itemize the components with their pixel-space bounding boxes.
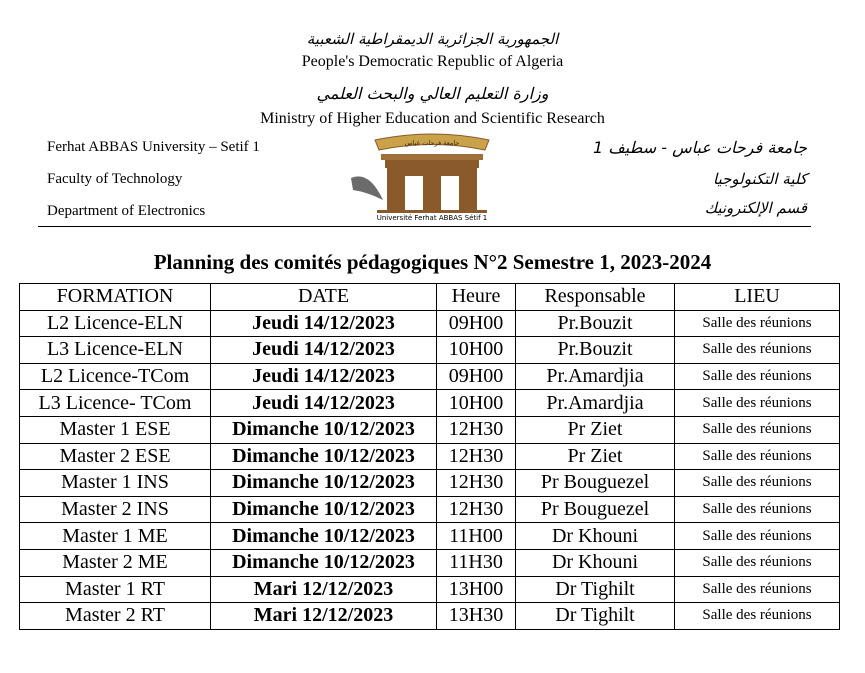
formation-cell: Master 2 INS (20, 496, 211, 523)
column-header-heure: Heure (437, 284, 516, 311)
column-header-responsable: Responsable (516, 284, 675, 311)
table-row (20, 416, 840, 443)
formation-cell: L3 Licence-ELN (20, 337, 211, 364)
table-row (20, 470, 840, 497)
heure-cell: 12H30 (437, 470, 516, 497)
responsable-cell: Pr Ziet (516, 443, 675, 470)
table-row (20, 603, 840, 630)
heure-cell: 13H30 (437, 603, 516, 630)
formation-cell: Master 1 INS (20, 470, 211, 497)
formation-cell: Master 2 RT (20, 603, 211, 630)
formation-cell: L2 Licence-ELN (20, 310, 211, 337)
date-cell: Dimanche 10/12/2023 (211, 416, 437, 443)
heure-cell: 13H00 (437, 576, 516, 603)
responsable-cell: Dr Tighilt (516, 603, 675, 630)
date-cell: Mari 12/12/2023 (211, 603, 437, 630)
lieu-cell: Salle des réunions (675, 443, 840, 470)
formation-cell: Master 1 RT (20, 576, 211, 603)
date-cell: Jeudi 14/12/2023 (211, 310, 437, 337)
responsable-cell: Pr.Amardjia (516, 390, 675, 417)
logo-caption: Université Ferhat ABBAS Sétif 1 (376, 214, 488, 222)
department-name: Department of Electronics (47, 203, 206, 219)
lieu-cell: Salle des réunions (675, 390, 840, 417)
date-cell: Dimanche 10/12/2023 (211, 496, 437, 523)
arabic-faculty-name: كلية التكنولوجيا (713, 170, 807, 188)
university-name: Ferhat ABBAS University – Setif 1 (47, 139, 260, 155)
lieu-cell: Salle des réunions (675, 603, 840, 630)
faculty-name: Faculty of Technology (47, 171, 183, 187)
university-logo (347, 130, 517, 222)
table-row (20, 337, 840, 364)
table-row (20, 523, 840, 550)
lieu-cell: Salle des réunions (675, 496, 840, 523)
page-title: Planning des comités pédagogiques N°2 Semestre 1, 2023-2024 (153, 250, 712, 274)
responsable-cell: Dr Khouni (516, 523, 675, 550)
responsable-cell: Dr Tighilt (516, 576, 675, 603)
table-row (20, 496, 840, 523)
arabic-republic-heading: الجمهورية الجزائرية الديمقراطية الشعبية (306, 30, 559, 48)
responsable-cell: Pr.Bouzit (516, 337, 675, 364)
column-header-lieu: LIEU (675, 284, 840, 311)
table-row (20, 363, 840, 390)
date-cell: Dimanche 10/12/2023 (211, 549, 437, 576)
responsable-cell: Pr.Amardjia (516, 363, 675, 390)
heure-cell: 10H00 (437, 337, 516, 364)
formation-cell: L2 Licence-TCom (20, 363, 211, 390)
table-row (20, 310, 840, 337)
table-row (20, 549, 840, 576)
heure-cell: 10H00 (437, 390, 516, 417)
formation-cell: L3 Licence- TCom (20, 390, 211, 417)
lieu-cell: Salle des réunions (675, 470, 840, 497)
column-header-date: DATE (211, 284, 437, 311)
header-divider (38, 226, 811, 227)
formation-cell: Master 2 ESE (20, 443, 211, 470)
table-row (20, 390, 840, 417)
table-header-row (20, 284, 840, 311)
heure-cell: 09H00 (437, 310, 516, 337)
lieu-cell: Salle des réunions (675, 576, 840, 603)
responsable-cell: Pr Bouguezel (516, 470, 675, 497)
lieu-cell: Salle des réunions (675, 337, 840, 364)
table-row (20, 443, 840, 470)
lieu-cell: Salle des réunions (675, 549, 840, 576)
formation-cell: Master 1 ESE (20, 416, 211, 443)
lieu-cell: Salle des réunions (675, 310, 840, 337)
ministry-heading: Ministry of Higher Education and Scientific Research (260, 110, 605, 127)
republic-heading: People's Democratic Republic of Algeria (301, 53, 564, 70)
column-header-formation: FORMATION (20, 284, 211, 311)
responsable-cell: Pr.Bouzit (516, 310, 675, 337)
responsable-cell: Pr Bouguezel (516, 496, 675, 523)
heure-cell: 12H30 (437, 443, 516, 470)
table-row (20, 576, 840, 603)
lieu-cell: Salle des réunions (675, 523, 840, 550)
heure-cell: 12H30 (437, 416, 516, 443)
date-cell: Jeudi 14/12/2023 (211, 363, 437, 390)
arabic-university-name: جامعة فرحات عباس - سطيف 1 (592, 138, 807, 157)
arabic-department-name: قسم الإلكترونيك (704, 199, 807, 217)
formation-cell: Master 2 ME (20, 549, 211, 576)
date-cell: Jeudi 14/12/2023 (211, 390, 437, 417)
date-cell: Mari 12/12/2023 (211, 576, 437, 603)
responsable-cell: Dr Khouni (516, 549, 675, 576)
formation-cell: Master 1 ME (20, 523, 211, 550)
date-cell: Dimanche 10/12/2023 (211, 470, 437, 497)
schedule-table (19, 283, 840, 630)
responsable-cell: Pr Ziet (516, 416, 675, 443)
heure-cell: 11H30 (437, 549, 516, 576)
lieu-cell: Salle des réunions (675, 363, 840, 390)
date-cell: Dimanche 10/12/2023 (211, 523, 437, 550)
logo-banner-text: جامعة فرحات عباس (404, 139, 460, 147)
arabic-ministry-heading: وزارة التعليم العالي والبحث العلمي (316, 84, 549, 103)
date-cell: Jeudi 14/12/2023 (211, 337, 437, 364)
heure-cell: 12H30 (437, 496, 516, 523)
heure-cell: 09H00 (437, 363, 516, 390)
lieu-cell: Salle des réunions (675, 416, 840, 443)
heure-cell: 11H00 (437, 523, 516, 550)
date-cell: Dimanche 10/12/2023 (211, 443, 437, 470)
